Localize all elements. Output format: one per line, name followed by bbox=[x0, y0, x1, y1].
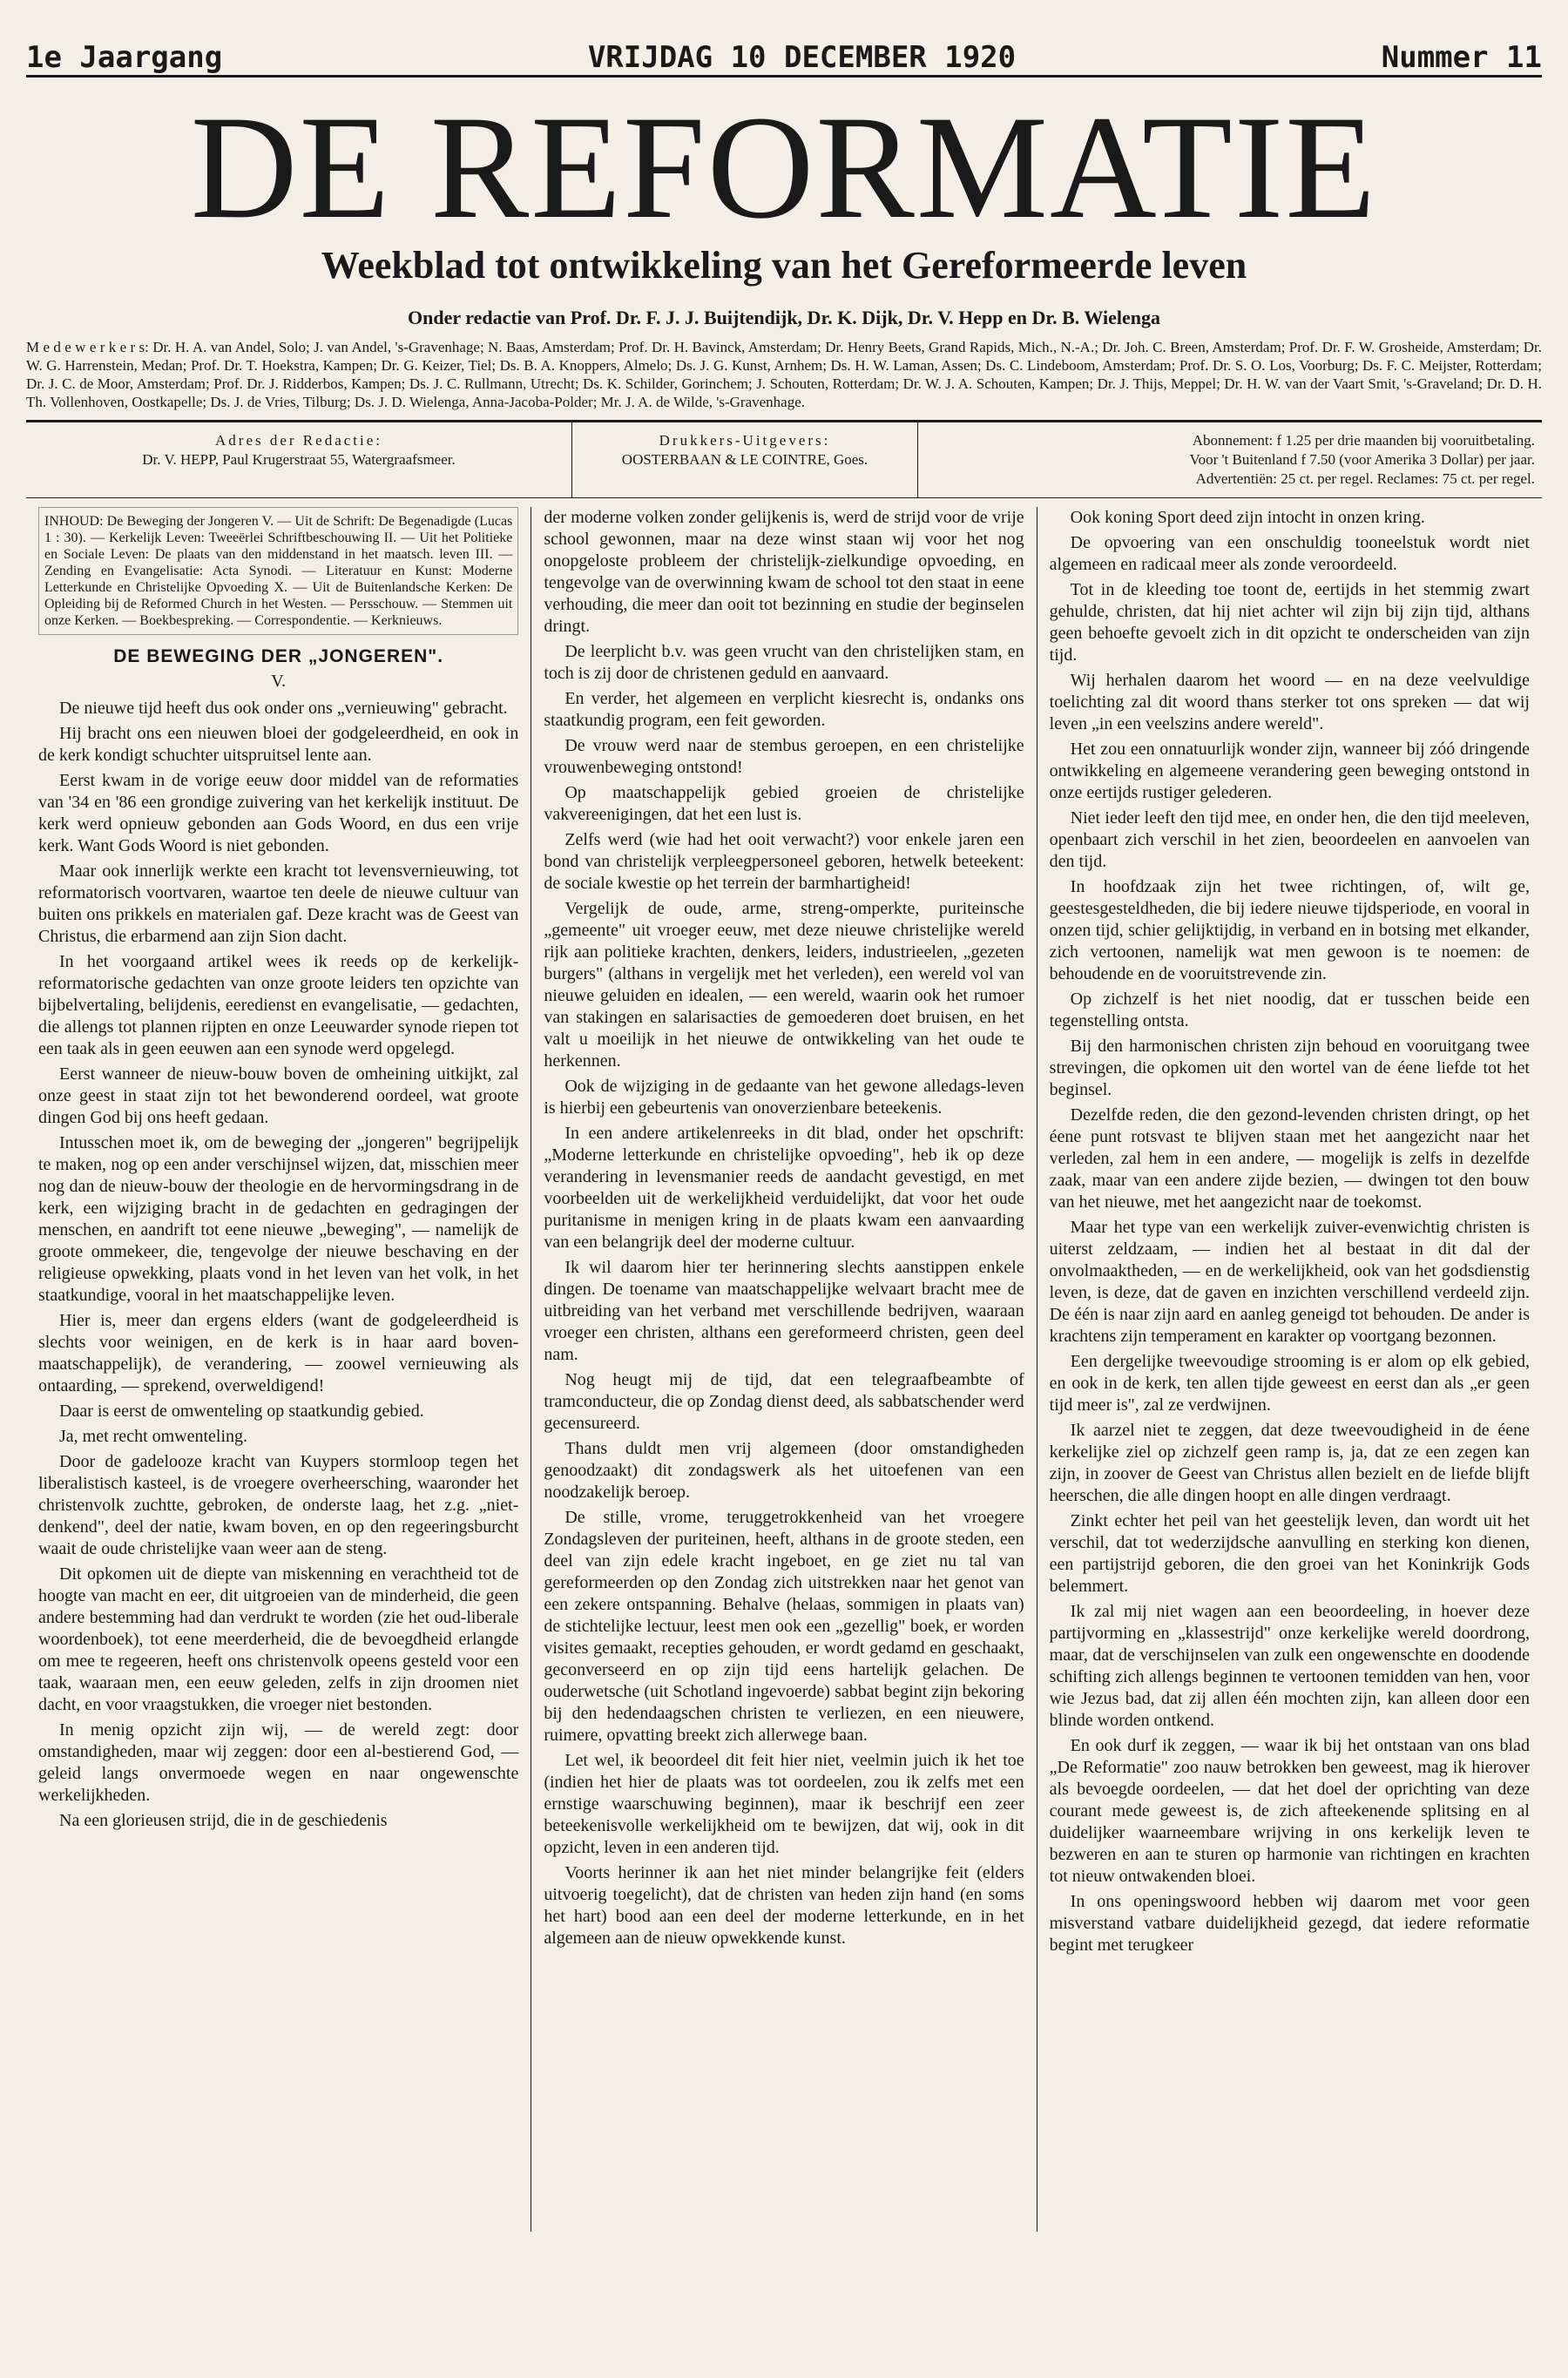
redactie-label: Adres der Redactie: bbox=[215, 432, 382, 449]
volume-label: 1e Jaargang bbox=[26, 40, 223, 75]
paragraph: Bij den harmonischen christen zijn behoud en vooruitgang twee strevingen, die opkomen uit den wortel van de éene liefde tot het beginsel. bbox=[1049, 1037, 1530, 1099]
issue-date: VRIJDAG 10 DECEMBER 1920 bbox=[587, 40, 1017, 75]
top-bar bbox=[26, 26, 1542, 78]
paragraph: Zinkt echter het peil van het geestelijk leven, dan wordt uit het verschil, dat tot wederzijdsche aanvulling en sterking kon dienen, een partijstrijd geboren, die den groei van het Koninkrijk Gods belemmert. bbox=[1049, 1511, 1530, 1596]
column-2 bbox=[531, 507, 1036, 2232]
paragraph: In het voorgaand artikel wees ik reeds op de kerkelijk-reformatorische gedachten van onze groote leiders ten opzichte van bijbelvertaling, belijdenis, eeredienst en evangelisatie, — gedachten, die allengs tot plannen rijpten en onze Leeuwarder synode riepen tot een taak als in geen eeuwen aan een synode werd opgelegd. bbox=[38, 952, 519, 1058]
editors-line: Onder redactie van Prof. Dr. F. J. J. Buijtendijk, Dr. K. Dijk, Dr. V. Hepp en Dr. B. Wielenga bbox=[408, 307, 1160, 328]
paragraph: Op zichzelf is het niet noodig, dat er tusschen beide een tegenstelling ontsta. bbox=[1049, 990, 1530, 1030]
issue-number: Nummer 11 bbox=[1381, 40, 1542, 75]
column-1 bbox=[26, 507, 531, 2232]
paragraph: De opvoering van een onschuldig tooneelstuk wordt niet algemeen en radicaal meer als zonde veroordeeld. bbox=[1049, 533, 1530, 574]
drukkers-text: OOSTERBAAN & LE COINTRE, Goes. bbox=[621, 451, 868, 468]
buitenland-text: Voor 't Buitenland f 7.50 (voor Amerika 3 Dollar) per jaar. bbox=[1189, 451, 1535, 468]
paragraph: Tot in de kleeding toe toont de, eertijds in het stemmig zwart gehulde, christen, dat hij niet achter wil zijn bij zijn tijd, althans geen behoefte gevoelt zich in dit opzicht te onderscheiden van zijn tijd. bbox=[1049, 580, 1530, 665]
paragraph: Maar ook innerlijk werkte een kracht tot levensvernieuwing, tot reformatorisch voortvaren, waartoe ten deele de nieuwe cultuur van buiten ons prikkels en materialen gaf. Deze kracht was de Geest van Christus, die erbarmend aan zijn Sion dacht. bbox=[38, 861, 519, 946]
paragraph: Intusschen moet ik, om de beweging der „jongeren" begrijpelijk te maken, nog op een ander verschijnsel wijzen, dat, misschien meer nog dan de nieuw-bouw der theologie en de hervormingsdrang in de kerk, een wijziging bracht in de gedachten en gedragingen der menschen, en aandrift tot eene nieuwe „beweging", — namelijk de groote ommekeer, die, tengevolge der nieuwe beschaving en der religieuse opwekking, plaats vond in het leven van het volk, in het staatkundige, vooral in het maatschappelijke leven. bbox=[38, 1133, 519, 1305]
paragraph: Wij herhalen daarom het woord — en na deze veelvuldige toelichting zal dit woord thans sterker tot ons spreken — dat wij leven „in een veelszins andere wereld". bbox=[1049, 671, 1530, 733]
paragraph: Ook de wijziging in de gedaante van het gewone alledags-leven is hierbij een gebeurtenis van onoverzienbare beteekenis. bbox=[544, 1077, 1024, 1118]
paragraph: Ja, met recht omwenteling. bbox=[59, 1427, 248, 1446]
subscription-info bbox=[917, 422, 1542, 497]
article-title: DE BEWEGING DER „JONGEREN". bbox=[113, 646, 444, 666]
paragraph: Dezelfde reden, die den gezond-levenden christen dringt, op het éene punt rotsvast te blijven staan met het aangezicht naar het verleden, zal hem in een andere, — mogelijk is zelfs in dezelfde zaak, maar van een andere zijde bezien, — dwingen tot den bouw van het nieuwe, met het aangezicht naar de toekomst. bbox=[1049, 1105, 1530, 1212]
column-3 bbox=[1037, 507, 1542, 2232]
paragraph: Hij bracht ons een nieuwen bloei der godgeleerdheid, en ook in de kerk kondigt schuchter uitspruitsel lente aan. bbox=[38, 724, 519, 765]
article-part: V. bbox=[271, 672, 287, 691]
paragraph: Zelfs werd (wie had het ooit verwacht?) voor enkele jaren een bond van christelijk verpleegpersoneel geboren, hetwelk beteekent: de sociale kwestie op het terrein der barmhartigheid! bbox=[544, 830, 1024, 893]
paragraph: De stille, vrome, teruggetrokkenheid van het vroegere Zondagsleven der puriteinen, heeft, althans in de groote steden, een deel van zijn edele kracht ingeboet, en ge ziet nu tal van gereformeerden op den Zondag zich uitstrekken naar het genot van een zekere ontspanning. Behalve (helaas, sommigen in plaats van) de stichtelijke lectuur, leest men ook een „gezellig" boek, er worden visites gemaakt, recepties gehouden, er wordt gedamd en geschaakt, geconverseerd en op zijn tijd eens hartelijk gelachen. De ouderwetsche (uit Schotland ingevoerde) sabbat begint zijn bekoring bij den hedendaagschen christen te verliezen, en een nieuwere, ruimere, opvatting breekt zich allerwege baan. bbox=[544, 1508, 1024, 1745]
drukkers-label: Drukkers-Uitgevers: bbox=[659, 432, 831, 449]
paragraph: Na een glorieusen strijd, die in de geschiedenis bbox=[59, 1811, 388, 1830]
paragraph: En ook durf ik zeggen, — waar ik bij het ontstaan van ons blad „De Reformatie" zoo nauw betrokken ben geweest, mag ik hierover als bevoegde oordeelen, — dat het doel der oprichting van deze courant mede geweest is, de zich afteekenende splitsing en al duidelijker waarneembare wrijving in ons kerkelijk leven te bezweren en aan te sturen op harmonie van richtingen en krachten tot nieuw ontwakenden bloei. bbox=[1049, 1736, 1530, 1886]
paragraph: Het zou een onnatuurlijk wonder zijn, wanneer bij zóó dringende ontwikkeling en algemeene verandering geen beweging ontstond in onze eertijds rustiger gelederen. bbox=[1049, 740, 1530, 802]
paragraph: Een dergelijke tweevoudige strooming is er alom op elk gebied, en ook in de kerk, ten allen tijde geweest en eerst dan als „er geen tijd meer is", zal ze verdwijnen. bbox=[1049, 1352, 1530, 1415]
paragraph: Eerst kwam in de vorige eeuw door middel van de reformaties van '34 en '86 een grondige zuivering van het kerkelijk instituut. De kerk werd opnieuw gebonden aan Gods Woord, en dus een vrije kerk. Want Gods Woord is niet gebonden. bbox=[38, 771, 519, 855]
paragraph: Door de gadelooze kracht van Kuypers stormloop tegen het liberalistisch kasteel, is de vroegere overheersching, waaronder het christenvolk zuchtte, gebroken, de onderste laag, het z.g. „niet-denkend", deel der natie, kwam boven, en op den regeeringsburcht waait de oude christelijke vaan weer aan de steng. bbox=[38, 1452, 519, 1558]
masthead-title: DE REFORMATIE bbox=[190, 85, 1378, 249]
redactie-address bbox=[26, 422, 571, 497]
paragraph: Voorts herinner ik aan het niet minder belangrijke feit (elders uitvoerig toegelicht), dat de christen van heden zijn hand (en soms het hart) bood aan een deel der moderne letterkunde, en in het algemeen aan de nieuw opwekkende kunst. bbox=[544, 1863, 1024, 1948]
address-bar bbox=[26, 420, 1542, 498]
article-columns bbox=[26, 507, 1542, 2232]
paragraph: Op maatschappelijk gebied groeien de christelijke vakvereenigingen, dat het een lust is. bbox=[544, 783, 1024, 824]
paragraph: Dit opkomen uit de diepte van miskenning en verachtheid tot de hoogte van macht en eer, dit uitgroeien van de minderheid, die geen andere bestemming had dan verdrukt te worden (zie het oud-liberale woordenboek), tot eene meerderheid, die de bevoegdheid erlangde om mee te regeeren, heeft ons christenvolk opeens gesteld voor een taak, waaraan men, een eeuw geleden, zelfs in zijn droomen niet dacht, en voor vraagstukken, die vroeger niet bestonden. bbox=[38, 1564, 519, 1714]
paragraph: Eerst wanneer de nieuw-bouw boven de omheining uitkijkt, zal onze geest in staat zijn tot het bewonderend oordeel, wat groote dingen God bij ons heeft gedaan. bbox=[38, 1064, 519, 1127]
advertentien-text: Advertentiën: 25 ct. per regel. Reclames: 75 ct. per regel. bbox=[1195, 470, 1535, 487]
paragraph: Ik wil daarom hier ter herinnering slechts aanstippen enkele dingen. De toename van maatschappelijke welvaart bracht mee de uitbreiding van het verband met verschillende bedrijven, waaraan vroeger een christen, althans een gereformeerd christen, geen deel nam. bbox=[544, 1258, 1024, 1364]
newspaper-page bbox=[26, 26, 1542, 2352]
paragraph: der moderne volken zonder gelijkenis is, werd de strijd voor de vrije school gewonnen, maar na deze winst staan wij voor het nog onopgeloste probleem der christelijk-zielkundige opvoeding, en tengevolge van de overwinning kwam de school tot den staat in eene verhouding, die meer dan ooit tot bezinning en studie der beginselen dringt. bbox=[544, 508, 1024, 636]
paragraph: Ik zal mij niet wagen aan een beoordeeling, in hoever deze partijvorming en „klassestrijd" onze kerkelijke wereld doordrong, maar, dat de verschijnselen van zulk een ongewenschte en doodende schifting zich allengs beginnen te vertoonen temidden van hen, voor wie Jezus bad, dat zij allen één mochten zijn, kan alleen door een blinde worden ontkend. bbox=[1049, 1602, 1530, 1730]
paragraph: De vrouw werd naar de stembus geroepen, en een christelijke vrouwenbeweging ontstond! bbox=[544, 736, 1024, 777]
redactie-text: Dr. V. HEPP, Paul Krugerstraat 55, Watergraafsmeer. bbox=[142, 451, 456, 468]
paragraph: Daar is eerst de omwenteling op staatkundig gebied. bbox=[59, 1402, 424, 1421]
paragraph: In een andere artikelenreeks in dit blad, onder het opschrift: „Moderne letterkunde en christelijke opvoeding", heb ik op deze verandering in levensmanier reeds de aandacht gevestigd, en met voorbeelden uit de werkelijkheid verduidelijkt, dat voor het oude puritanisme in menigen kring in de plaats kwam een aanvaarding van een belangrijk deel der moderne cultuur. bbox=[544, 1124, 1024, 1252]
paragraph: De nieuwe tijd heeft dus ook onder ons „vernieuwing" gebracht. bbox=[59, 699, 508, 718]
paragraph: Ook koning Sport deed zijn intocht in onzen kring. bbox=[1070, 508, 1425, 527]
paragraph: De leerplicht b.v. was geen vrucht van den christelijken stam, en toch is zij door de christenen geduld en aanvaard. bbox=[544, 642, 1024, 683]
paragraph: Hier is, meer dan ergens elders (want de godgeleerdheid is slechts voor weinigen, en de kerk is in haar aard boven-maatschappelijk), de verandering, — zoowel vernieuwing als ontaarding, — sprekend, overweldigend! bbox=[38, 1311, 519, 1395]
paragraph: Ik aarzel niet te zeggen, dat deze tweevoudigheid in de éene kerkelijke ziel op zichzelf geen ramp is, ja, dat ze een zegen kan zijn, in zoover de Geest van Christus allen bezielt en de liefde blijft heerschen, die alle dingen hoopt en alle dingen verdraagt. bbox=[1049, 1421, 1530, 1505]
paragraph: Nog heugt mij de tijd, dat een telegraafbeambte of tramconducteur, die op Zondag dienst deed, als sabbatschender werd gecensureerd. bbox=[544, 1370, 1024, 1433]
paragraph: Let wel, ik beoordeel dit feit hier niet, veelmin juich ik het toe (indien het hier de plaats was tot oordeelen, zou ik zelfs met een ernstige waarschuwing beginnen), maar ik beschrijf een zeer beteekenisvolle werkelijkheid om te bewijzen, dat wij, ook in dit opzicht, leven in een anderen tijd. bbox=[544, 1751, 1024, 1857]
paragraph: Vergelijk de oude, arme, streng-omperkte, puriteinsche „gemeente" uit vroeger eeuw, met deze nieuwe christelijke wereld rijk aan politieke krachten, denkers, leiders, industrieelen, „gezeten burgers" (althans in vergelijk met het verleden), een wereld vol van nieuwe geluiden en idealen, — een wereld, waarin ook het rumoer van stakingen en salarisacties de gemoederen doet bruisen, en het valt u moeilijk in het nieuwe de ontwikkeling van het oude te herkennen. bbox=[544, 899, 1024, 1071]
contributors-list: M e d e w e r k e r s: Dr. H. A. van Andel, Solo; J. van Andel, 's-Gravenhage; N. Baas, Amsterdam; Prof. Dr. H. Bavinck, Amsterdam; Dr. Henry Beets, Grand Rapids, Mich., N.-A.; Dr. Joh. C. Breen, Amsterdam; Prof. Dr. F. W. Grosheide, Amsterdam; Dr. W. G. Harrenstein, Medan; Prof. Dr. T. Hoekstra, Kampen; Dr. G. Keizer, Tiel; Ds. B. A. Knoppers, Almelo; Ds. J. G. Kunst, Arnhem; Ds. H. W. Laman, Assen; Ds. C. Lindeboom, Amsterdam; Prof. Dr. S. O. Los, Voorburg; Ds. F. C. Meijster, Rotterdam; Dr. J. C. de Moor, Amsterdam; Prof. Dr. J. Ridderbos, Kampen; Ds. J. C. Rullmann, Utrecht; Ds. K. Schilder, Gorinchem; J. Schouten, Rotterdam; Dr. W. J. A. Schouten, Kampen; Dr. J. Thijs, Meppel; Dr. H. W. van der Vaart Smit, 's-Graveland; Dr. D. H. Th. Vollenhoven, Oostkapelle; Ds. J. de Vries, Tilburg; Ds. J. D. Wielenga, Anna-Jacoba-Polder; Mr. J. A. de Wilde, 's-Gravenhage. bbox=[26, 339, 1542, 410]
paragraph: Niet ieder leeft den tijd mee, en onder hen, die den tijd meeleven, openbaart zich verschil in het zien, beoordeelen en aanvoelen van den tijd. bbox=[1049, 808, 1530, 871]
masthead-subtitle: Weekblad tot ontwikkeling van het Gereformeerde leven bbox=[321, 244, 1247, 287]
table-of-contents: INHOUD: De Beweging der Jongeren V. — Uit de Schrift: De Begenadigde (Lucas 1 : 30). — Kerkelijk Leven: Tweeërlei Schriftbeschouwing II. — Uit het Politieke en Sociale Leven: De plaats van den middenstand in het maatsch. leven III. — Zending en Evangelisatie: Acta Synodi. — Literatuur en Kunst: Moderne Letterkunde en Christelijke Opvoeding X. — Uit de Buitenlandsche Kerken: De Opleiding bij de Reformed Church in het Westen. — Persschouw. — Stemmen uit onze Kerken. — Boekbespreking. — Correspondentie. — Kerknieuws. bbox=[38, 507, 518, 635]
abonnement-text: Abonnement: f 1.25 per drie maanden bij vooruitbetaling. bbox=[1192, 432, 1535, 449]
paragraph: In hoofdzaak zijn het twee richtingen, of, wilt ge, geestesgesteldheden, die bij iedere nieuwe tijdsperiode, en vooral in onzen tijd, schier gelijktijdig, in verband en in botsing met elkander, zich vertoonen, namelijk wat men gewoon is te noemen: de behoudende en de vooruitstrevende zin. bbox=[1049, 877, 1530, 983]
paragraph: In ons openingswoord hebben wij daarom met voor geen misverstand vatbare duidelijkheid gezegd, dat iedere reformatie begint met terugkeer bbox=[1049, 1892, 1530, 1955]
paragraph: En verder, het algemeen en verplicht kiesrecht is, ondanks ons staatkundig program, een feit geworden. bbox=[544, 689, 1024, 730]
publisher-address bbox=[571, 422, 917, 497]
paragraph: Maar het type van een werkelijk zuiver-evenwichtig christen is uiterst zeldzaam, — indien het al bestaat in dit dal der onvolmaaktheden, — en de werkelijkheid, ook van het godsdienstig leven, is deze, dat de gaven en inzichten verschillend verdeeld zijn. De één is naar zijn aard en aanleg geneigd tot behouden. De ander is krachtens zijn temperament en karakter op voortgang bezonnen. bbox=[1049, 1218, 1530, 1346]
paragraph: Thans duldt men vrij algemeen (door omstandigheden genoodzaakt) dit zondagswerk als het uitoefenen van een noodzakelijk beroep. bbox=[544, 1439, 1024, 1502]
paragraph: In menig opzicht zijn wij, — de wereld zegt: door omstandigheden, maar wij zeggen: door een al-bestierend God, — geleid langs onvermoede wegen en naar ongewenschte werkelijkheden. bbox=[38, 1720, 519, 1805]
